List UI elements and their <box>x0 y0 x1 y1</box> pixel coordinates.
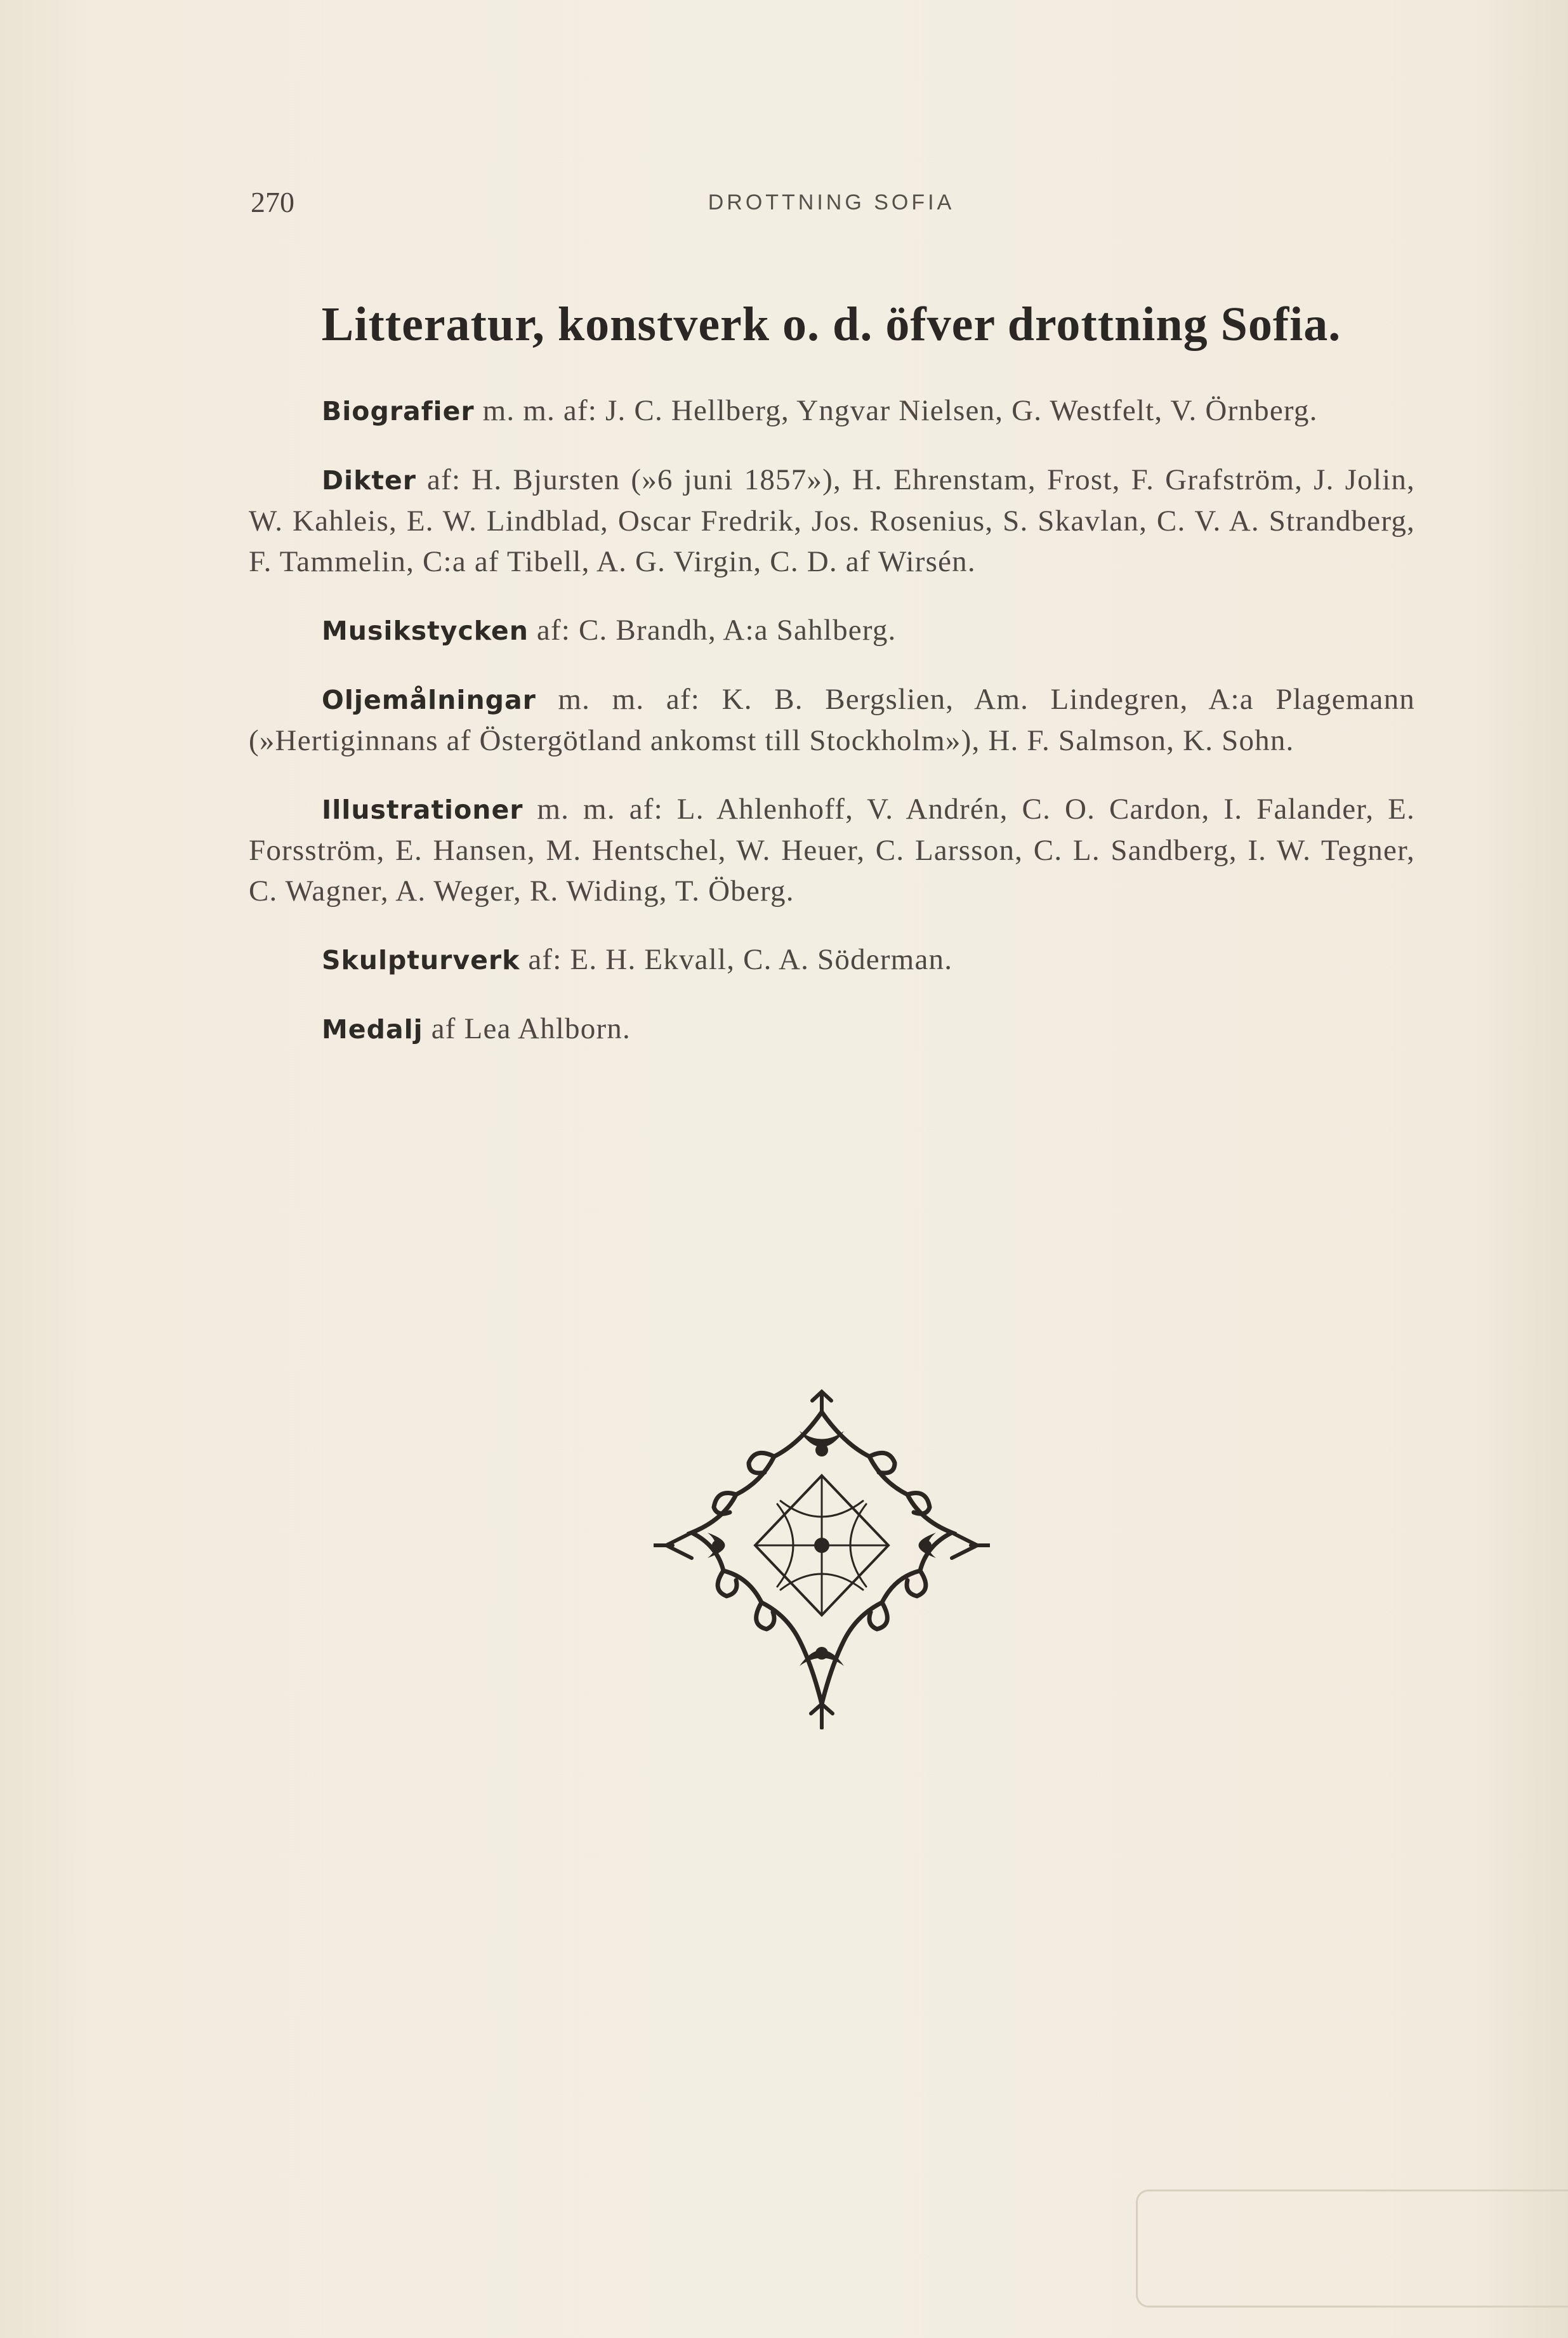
page-edge-mark <box>1136 2189 1568 2308</box>
entry-list <box>249 390 1415 1078</box>
entry-medalj <box>249 1008 1415 1050</box>
entry-lead: Skulpturverk <box>322 945 520 975</box>
entry-lead: Musikstycken <box>322 616 529 646</box>
entry-text: af: E. H. Ekvall, C. A. Söderman. <box>528 943 953 976</box>
running-title: DROTTNING SOFIA <box>708 190 955 215</box>
entry-lead: Illustrationer <box>322 795 524 825</box>
entry-musikstycken <box>249 610 1415 651</box>
entry-lead: Biografier <box>322 396 475 426</box>
entry-lead: Oljemålningar <box>322 685 536 715</box>
entry-text: m. m. af: J. C. Hellberg, Yngvar Nielsen, G. Westfelt, V. Örnberg. <box>482 394 1318 427</box>
diamond-fleuron-ornament-icon <box>654 1387 990 1729</box>
entry-text: af Lea Ahlborn. <box>431 1012 631 1045</box>
entry-illustrationer <box>249 789 1415 911</box>
entry-text: m. m. af: K. B. Bergslien, Am. Lindegren, A:a Plagemann (»Hertiginnans af Östergötland ankomst till Stockholm»), H. F. Salmson, K. Sohn. <box>249 683 1415 757</box>
entry-text: m. m. af: L. Ahlenhoff, V. Andrén, C. O. Cardon, I. Falander, E. Forsström, E. Hansen, M. Hentschel, W. Heuer, C. Larsson, C. L. Sandberg, I. W. Tegner, C. Wagner, A. Weger, R. Widing, T. Öberg. <box>249 793 1416 908</box>
running-head <box>251 185 1412 223</box>
entry-biografier <box>249 390 1415 432</box>
entry-oljemalningar <box>249 679 1415 761</box>
entry-lead: Medalj <box>322 1014 423 1045</box>
entry-skulpturverk <box>249 939 1415 981</box>
page-number: 270 <box>251 186 294 218</box>
entry-text: af: H. Bjursten (»6 juni 1857»), H. Ehrenstam, Frost, F. Grafström, J. Jolin, W. Kahleis, E. W. Lindblad, Oscar Fredrik, Jos. Rosenius, S. Skavlan, C. V. A. Strandberg, F. Tammelin, C:a af Tibell, A. G. Virgin, C. D. af Wirsén. <box>249 463 1416 578</box>
entry-lead: Dikter <box>322 465 416 496</box>
entry-text: af: C. Brandh, A:a Sahlberg. <box>536 614 897 647</box>
section-heading: Litteratur, konstverk o. d. öfver drottning Sofia. <box>321 298 1341 351</box>
entry-dikter <box>249 459 1415 582</box>
